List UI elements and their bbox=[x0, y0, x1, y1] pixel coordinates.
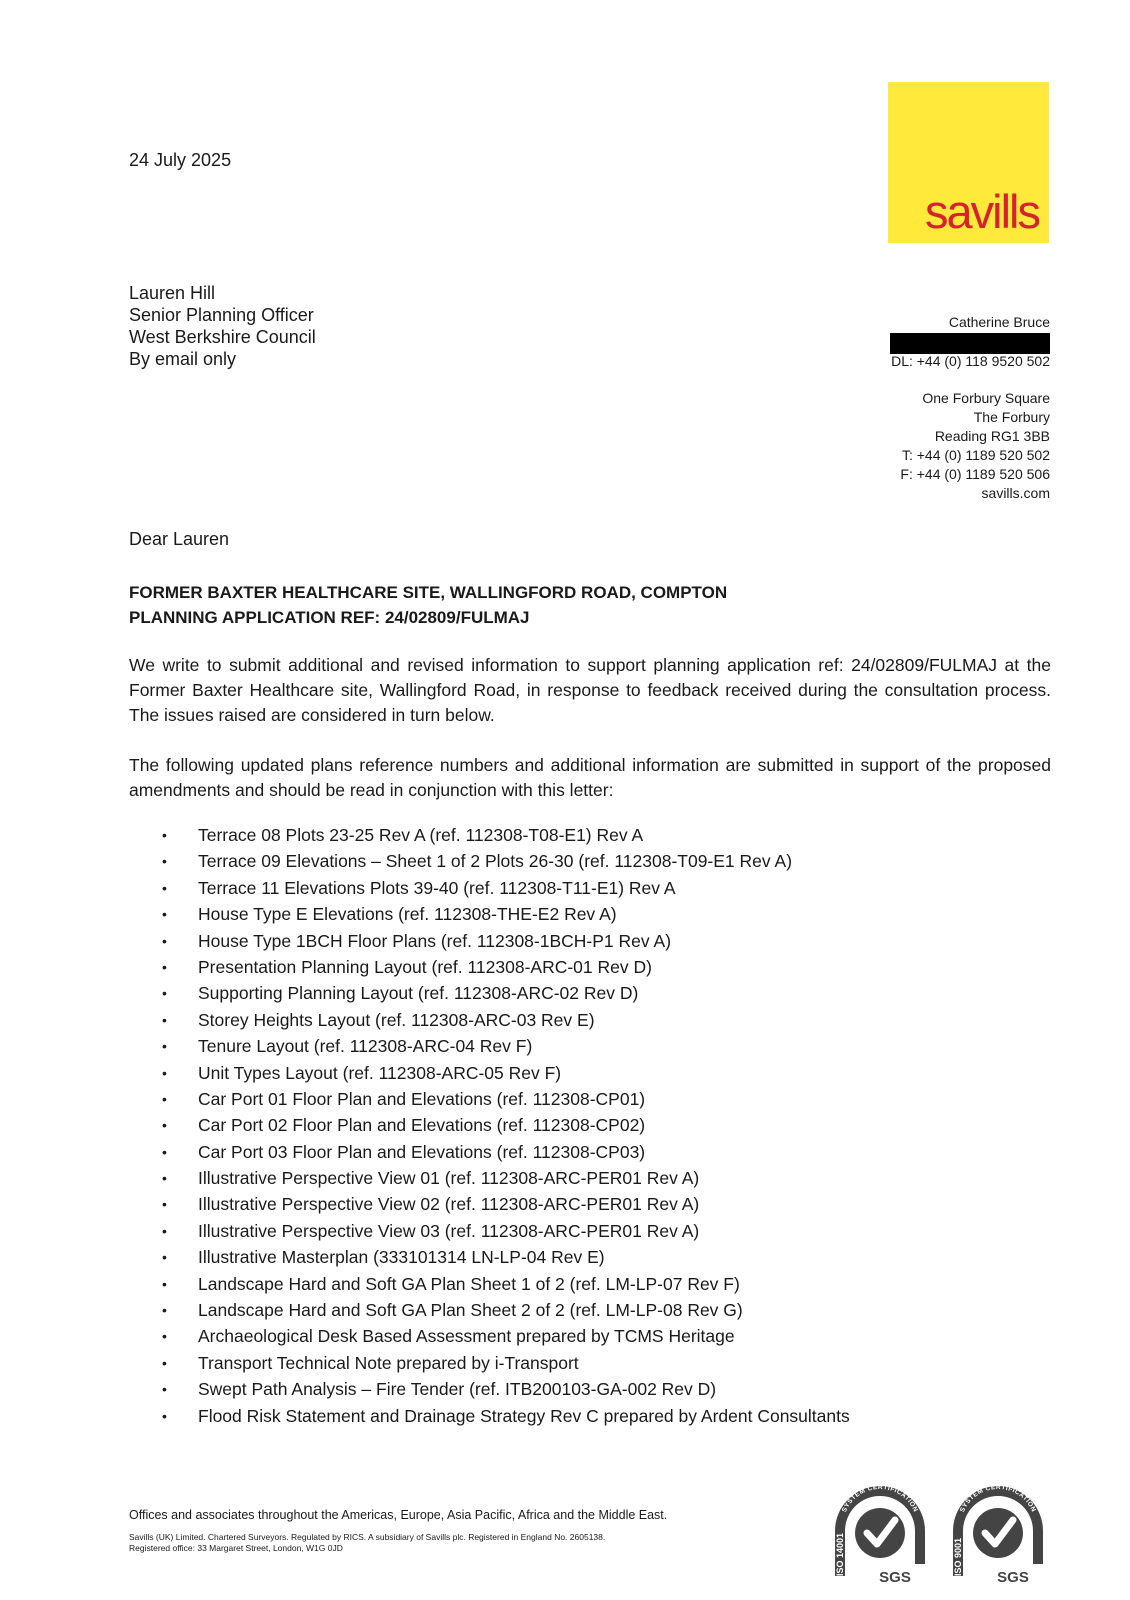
bullet-icon: • bbox=[162, 1064, 167, 1081]
heading-site: FORMER BAXTER HEALTHCARE SITE, WALLINGFORD ROAD, COMPTON bbox=[129, 583, 728, 602]
document-list-item bbox=[129, 875, 850, 901]
bullet-icon: • bbox=[162, 1143, 167, 1160]
redacted-email bbox=[890, 333, 1050, 354]
address-line: Reading RG1 3BB bbox=[934, 428, 1050, 444]
body-paragraph: We write to submit additional and revised information to support planning application ref: 24/02809/FULMAJ at the Former Baxter Healthcare site, Wallingford Road, in response to feedback received during the consultation process. The issues raised are considered in turn below. bbox=[129, 655, 1051, 725]
letter-heading bbox=[129, 580, 727, 630]
bullet-icon: • bbox=[162, 1117, 167, 1134]
bullet-icon: • bbox=[162, 1090, 167, 1107]
bullet-icon: • bbox=[162, 879, 167, 896]
document-title: Illustrative Perspective View 02 (ref. 112308-ARC-PER01 Rev A) bbox=[198, 1194, 700, 1215]
website: savills.com bbox=[981, 485, 1050, 501]
document-title: Illustrative Masterplan (333101314 LN-LP-04 Rev E) bbox=[198, 1247, 605, 1268]
document-list-item bbox=[129, 1350, 850, 1376]
bullet-icon: • bbox=[162, 958, 167, 975]
cert-top-text: SYSTEM CERTIFICATION bbox=[958, 1483, 1038, 1514]
bullet-icon: • bbox=[162, 853, 167, 870]
document-list-item bbox=[129, 848, 850, 874]
document-list-item bbox=[129, 928, 850, 954]
document-list-item bbox=[129, 1271, 850, 1297]
bullet-icon: • bbox=[162, 1011, 167, 1028]
sender-direct-line: DL: +44 (0) 118 9520 502 bbox=[891, 353, 1050, 369]
document-title: Supporting Planning Layout (ref. 112308-ARC-02 Rev D) bbox=[198, 983, 639, 1004]
document-title: Landscape Hard and Soft GA Plan Sheet 2 of 2 (ref. LM-LP-08 Rev G) bbox=[198, 1300, 743, 1321]
document-title: Unit Types Layout (ref. 112308-ARC-05 Rev F) bbox=[198, 1062, 562, 1083]
heading-reference: PLANNING APPLICATION REF: 24/02809/FULMAJ bbox=[129, 608, 530, 627]
document-list-item bbox=[129, 1165, 850, 1191]
logo-text: savills bbox=[925, 185, 1039, 238]
footer-offices: Offices and associates throughout the Americas, Europe, Asia Pacific, Africa and the Middle East. bbox=[129, 1508, 668, 1522]
document-title: Archaeological Desk Based Assessment prepared by TCMS Heritage bbox=[198, 1326, 735, 1347]
document-list-item bbox=[129, 1323, 850, 1349]
document-title: Terrace 08 Plots 23-25 Rev A (ref. 112308-T08-E1) Rev A bbox=[198, 825, 644, 845]
bullet-icon: • bbox=[162, 985, 167, 1002]
recipient-name: Lauren Hill bbox=[129, 283, 216, 303]
document-list-item bbox=[129, 822, 850, 848]
document-title: Terrace 09 Elevations – Sheet 1 of 2 Plots 26-30 (ref. 112308-T09-E1 Rev A) bbox=[198, 851, 793, 872]
bullet-icon: • bbox=[162, 1407, 167, 1424]
recipient-block bbox=[129, 282, 316, 370]
document-title: Car Port 01 Floor Plan and Elevations (ref. 112308-CP01) bbox=[198, 1088, 646, 1109]
bullet-icon: • bbox=[162, 1328, 167, 1345]
document-list-item bbox=[129, 1376, 850, 1402]
fax: F: +44 (0) 1189 520 506 bbox=[900, 466, 1050, 482]
document-list-item bbox=[129, 1218, 850, 1244]
cert-body: SGS bbox=[879, 1569, 911, 1586]
document-list-item bbox=[129, 954, 850, 980]
sender-name: Catherine Bruce bbox=[948, 314, 1050, 330]
document-list-item bbox=[129, 1244, 850, 1270]
bullet-icon: • bbox=[162, 827, 167, 843]
document-list-item bbox=[129, 1403, 850, 1429]
recipient-title: Senior Planning Officer bbox=[129, 305, 314, 325]
document-list-item bbox=[129, 1033, 850, 1059]
bullet-icon: • bbox=[162, 1381, 167, 1398]
document-title: House Type 1BCH Floor Plans (ref. 112308-1BCH-P1 Rev A) bbox=[198, 930, 672, 951]
recipient-organisation: West Berkshire Council bbox=[129, 327, 316, 347]
bullet-icon: • bbox=[162, 1038, 167, 1055]
bullet-icon: • bbox=[162, 1302, 167, 1319]
document-title: Transport Technical Note prepared by i-Transport bbox=[198, 1352, 579, 1373]
bullet-icon: • bbox=[162, 1170, 167, 1187]
document-list-item bbox=[129, 1191, 850, 1217]
document-title: Flood Risk Statement and Drainage Strategy Rev C prepared by Ardent Consultants bbox=[198, 1405, 850, 1426]
document-list-item bbox=[129, 1112, 850, 1138]
cert-standard: ISO 9001 bbox=[953, 1537, 963, 1576]
telephone: T: +44 (0) 1189 520 502 bbox=[901, 447, 1050, 463]
document-list-item bbox=[129, 1297, 850, 1323]
body-paragraph: The following updated plans reference numbers and additional information are submitted in support of the proposed amendments and should be read in conjunction with this letter: bbox=[129, 755, 1051, 800]
document-title: Swept Path Analysis – Fire Tender (ref. ITB200103-GA-002 Rev D) bbox=[198, 1379, 717, 1400]
document-title: Illustrative Perspective View 03 (ref. 112308-ARC-PER01 Rev A) bbox=[198, 1220, 700, 1241]
address-line: The Forbury bbox=[973, 409, 1050, 425]
footer-legal-line: Registered office: 33 Margaret Street, London, W1G 0JD bbox=[129, 1543, 343, 1553]
bullet-icon: • bbox=[162, 906, 167, 923]
document-title: Tenure Layout (ref. 112308-ARC-04 Rev F) bbox=[198, 1036, 533, 1057]
footer-legal bbox=[129, 1532, 605, 1554]
iso-14001-certification-badge bbox=[829, 1476, 931, 1586]
bullet-icon: • bbox=[162, 1222, 167, 1239]
document-title: Landscape Hard and Soft GA Plan Sheet 1 of 2 (ref. LM-LP-07 Rev F) bbox=[198, 1273, 740, 1294]
document-title: Car Port 03 Floor Plan and Elevations (ref. 112308-CP03) bbox=[198, 1141, 646, 1162]
bullet-icon: • bbox=[162, 1249, 167, 1266]
document-list-item bbox=[129, 1007, 850, 1033]
document-title: Car Port 02 Floor Plan and Elevations (ref. 112308-CP02) bbox=[198, 1115, 646, 1136]
address-line: One Forbury Square bbox=[922, 390, 1050, 406]
cert-top-text: SYSTEM CERTIFICATION bbox=[840, 1483, 920, 1514]
document-list-item bbox=[129, 1086, 850, 1112]
document-title: Terrace 11 Elevations Plots 39-40 (ref. 112308-T11-E1) Rev A bbox=[198, 877, 676, 898]
document-list-item bbox=[129, 1139, 850, 1165]
documents-list bbox=[129, 822, 850, 1429]
letter-date: 24 July 2025 bbox=[129, 150, 232, 170]
document-list-item bbox=[129, 980, 850, 1006]
document-title: Illustrative Perspective View 01 (ref. 112308-ARC-PER01 Rev A) bbox=[198, 1168, 700, 1189]
bullet-icon: • bbox=[162, 932, 167, 949]
document-title: Storey Heights Layout (ref. 112308-ARC-03 Rev E) bbox=[198, 1009, 595, 1030]
document-title: House Type E Elevations (ref. 112308-THE-E2 Rev A) bbox=[198, 904, 617, 925]
cert-body: SGS bbox=[997, 1569, 1029, 1586]
document-title: Presentation Planning Layout (ref. 112308-ARC-01 Rev D) bbox=[198, 956, 652, 977]
salutation: Dear Lauren bbox=[129, 529, 230, 549]
sender-block bbox=[890, 313, 1050, 503]
savills-logo bbox=[888, 82, 1049, 243]
cert-standard: ISO 14001 bbox=[835, 1532, 845, 1576]
document-list-item bbox=[129, 901, 850, 927]
iso-9001-certification-badge bbox=[947, 1476, 1049, 1586]
bullet-icon: • bbox=[162, 1354, 167, 1371]
document-list-item bbox=[129, 1060, 850, 1086]
footer-legal-line: Savills (UK) Limited. Chartered Surveyors. Regulated by RICS. A subsidiary of Savills plc. Registered in England No. 2605138. bbox=[129, 1532, 606, 1542]
bullet-icon: • bbox=[162, 1275, 167, 1292]
recipient-delivery: By email only bbox=[129, 349, 237, 369]
bullet-icon: • bbox=[162, 1196, 167, 1213]
